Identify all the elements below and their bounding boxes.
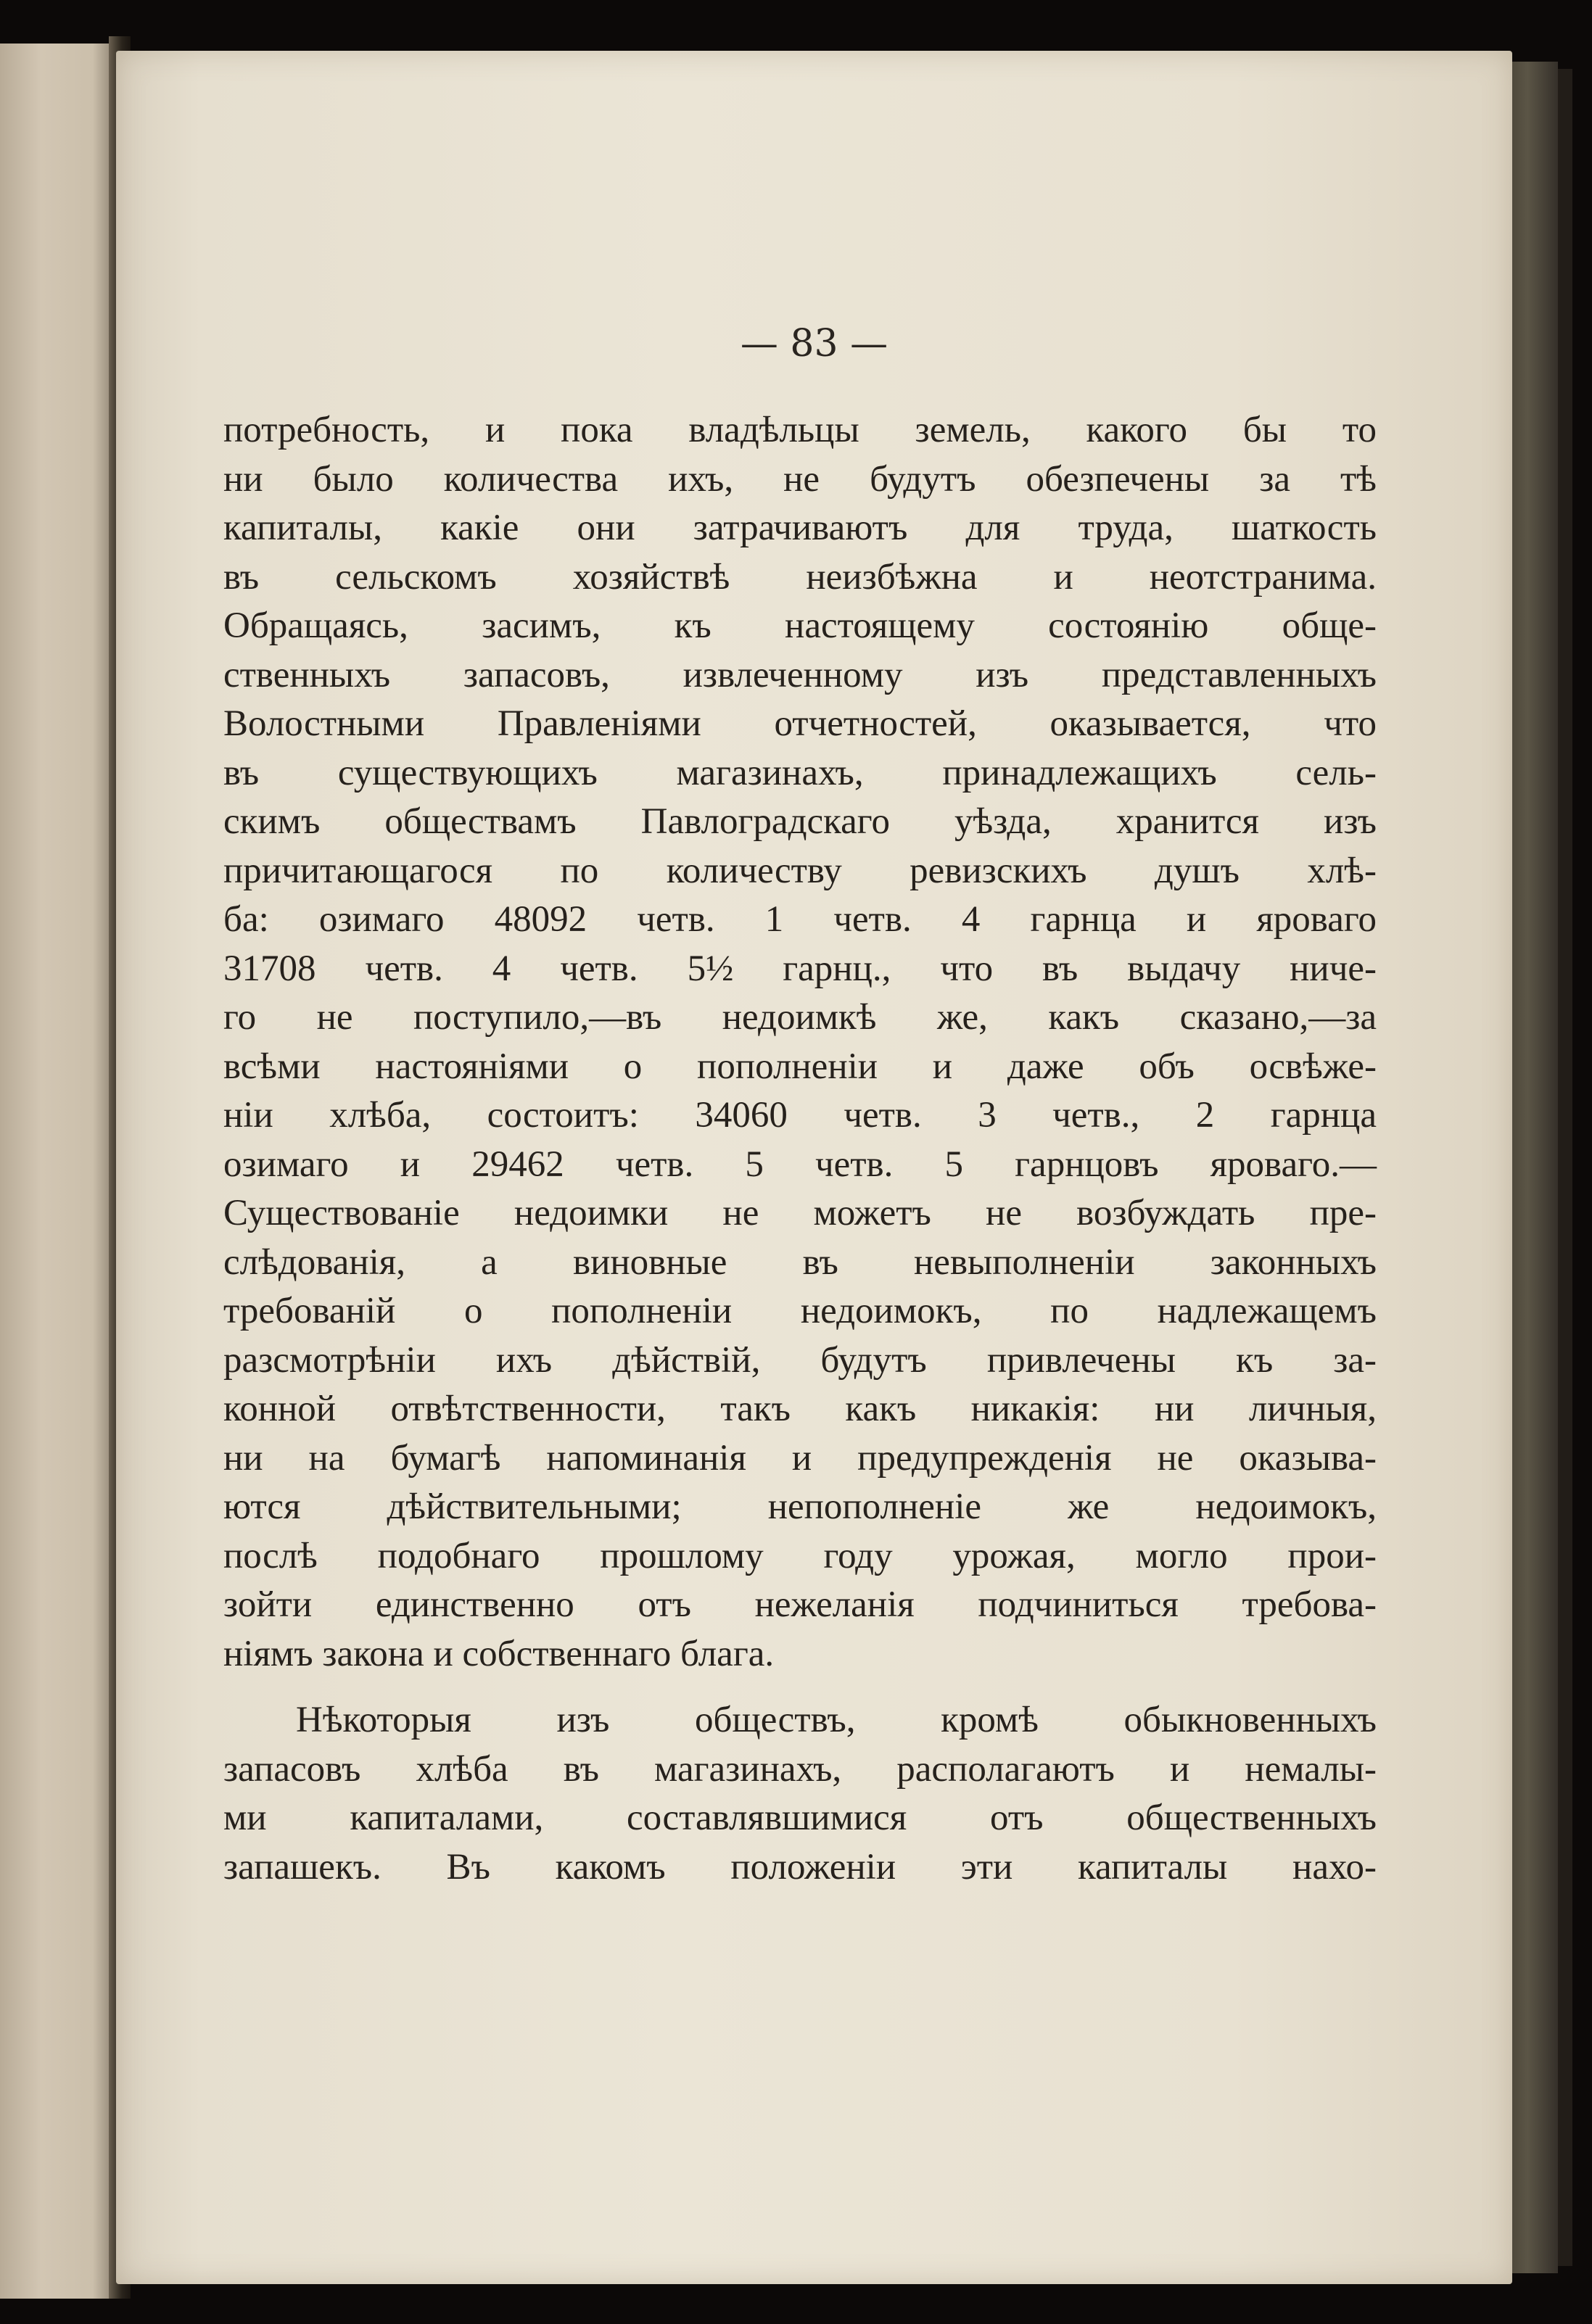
text-line: ми капиталами, составлявшимися отъ общественныхъ: [223, 1798, 1377, 1838]
book-page: [116, 51, 1512, 2284]
book-cover-edge: [1558, 69, 1572, 2266]
text-line: ба: озимаго 48092 четв. 1 четв. 4 гарнца и яроваго: [223, 899, 1377, 940]
text-line: причитающагося по количеству ревизскихъ душъ хлѣ-: [223, 850, 1377, 891]
text-line: озимаго и 29462 четв. 5 четв. 5 гарнцовъ яроваго.—: [223, 1144, 1377, 1185]
text-line: Существованіе недоимки не можетъ не возбуждать пре-: [223, 1193, 1377, 1233]
text-line: Волостными Правленіями отчетностей, оказывается, что: [223, 703, 1377, 744]
text-line: потребность, и пока владѣльцы земель, какого бы то: [223, 410, 1377, 450]
left-page-edge: [0, 44, 116, 2299]
text-line: въ сельскомъ хозяйствѣ неизбѣжна и неотстранима.: [223, 556, 1377, 597]
text-line: Нѣкоторыя изъ обществъ, кромѣ обыкновенныхъ: [296, 1700, 1377, 1740]
text-line: ственныхъ запасовъ, извлеченному изъ представленныхъ: [223, 654, 1377, 695]
text-line: ніямъ закона и собственнаго блага.: [223, 1633, 775, 1674]
text-line: скимъ обществамъ Павлоградскаго уѣзда, хранится изъ: [223, 801, 1377, 842]
text-line: запашекъ. Въ какомъ положеніи эти капиталы нахо-: [223, 1846, 1377, 1887]
text-line: всѣми настояніями о пополненіи и даже объ освѣже-: [223, 1046, 1377, 1087]
text-line: конной отвѣтственности, такъ какъ никакія: ни личныя,: [223, 1389, 1377, 1429]
text-line: разсмотрѣніи ихъ дѣйствій, будутъ привлечены къ за-: [223, 1339, 1377, 1381]
text-line: 31708 четв. 4 четв. 5½ гарнц., что въ выдачу ниче-: [223, 948, 1377, 989]
paragraph-gap: [223, 1679, 1377, 1696]
text-line: ніи хлѣба, состоитъ: 34060 четв. 3 четв., 2 гарнца: [223, 1095, 1377, 1136]
page-body: [223, 406, 1377, 1892]
text-line: требованій о пополненіи недоимокъ, по надлежащемъ: [223, 1291, 1377, 1331]
text-line: слѣдованія, а виновные въ невыполненіи законныхъ: [223, 1241, 1377, 1283]
text-line: въ существующихъ магазинахъ, принадлежащихъ сель-: [223, 752, 1377, 793]
text-line: ни было количества ихъ, не будутъ обезпечены за тѣ: [223, 458, 1377, 500]
right-page-edges: [1507, 62, 1558, 2273]
text-line: Обращаясь, засимъ, къ настоящему состоянію обще-: [223, 605, 1377, 646]
text-line: послѣ подобнаго прошлому году урожая, могло прои-: [223, 1535, 1377, 1576]
text-line: ни на бумагѣ напоминанія и предупрежденія не оказыва-: [223, 1437, 1377, 1479]
text-line: го не поступило,—въ недоимкѣ же, какъ сказано,—за: [223, 997, 1377, 1038]
text-line: капиталы, какіе они затрачиваютъ для труда, шаткость: [223, 508, 1377, 548]
text-line: ются дѣйствительными; непополненіе же недоимокъ,: [223, 1486, 1377, 1527]
text-line: запасовъ хлѣба въ магазинахъ, располагаютъ и немалы-: [223, 1748, 1377, 1790]
page-number: — 83 —: [740, 322, 888, 365]
text-line: зойти единственно отъ нежеланія подчиниться требова-: [223, 1584, 1377, 1625]
